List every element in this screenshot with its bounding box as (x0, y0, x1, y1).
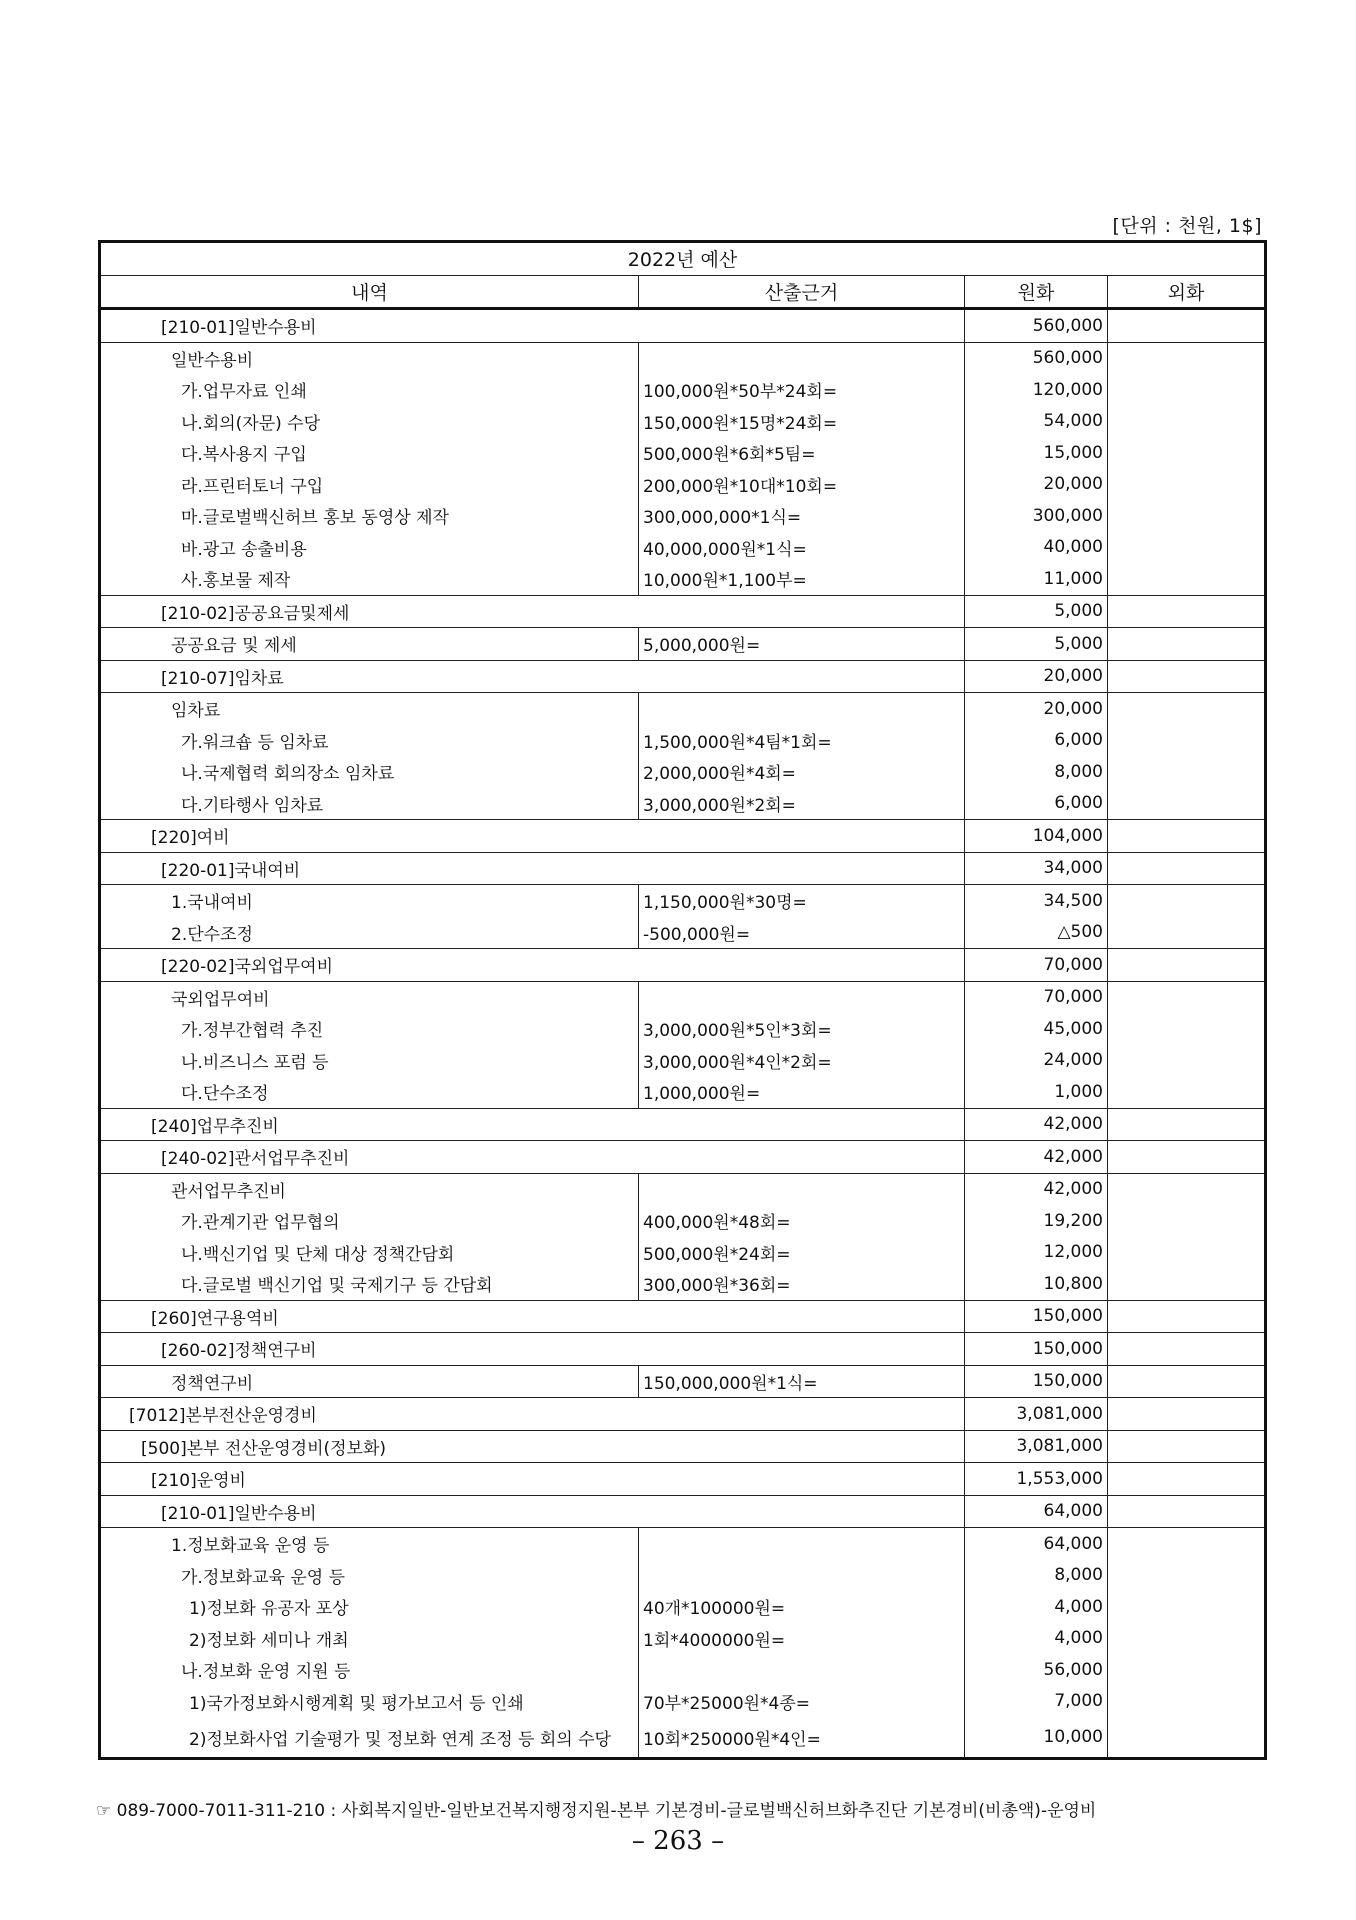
row-krw: 8,000 (965, 756, 1108, 788)
row-foreign (1108, 1237, 1266, 1269)
row-foreign (1108, 1333, 1266, 1366)
row-item: 일반수용비 (100, 342, 639, 374)
row-basis: 40,000,000원*1식= (639, 532, 965, 564)
row-krw: 19,200 (965, 1205, 1108, 1237)
row-item: [210-01]일반수용비 (100, 309, 965, 343)
row-krw: 560,000 (965, 342, 1108, 374)
table-row (100, 725, 1266, 757)
row-item: [500]본부 전산운영경비(정보화) (100, 1430, 965, 1463)
row-item: [220]여비 (100, 820, 965, 853)
row-item: 국외업무여비 (100, 981, 639, 1013)
row-foreign (1108, 1173, 1266, 1205)
row-item: [210-01]일반수용비 (100, 1495, 965, 1528)
row-basis: 5,000,000원= (639, 628, 965, 661)
row-item: 가.워크숍 등 임차료 (100, 725, 639, 757)
row-foreign (1108, 532, 1266, 564)
table-row (100, 406, 1266, 438)
row-krw: 20,000 (965, 469, 1108, 501)
table-row (100, 1237, 1266, 1269)
row-foreign (1108, 1430, 1266, 1463)
row-krw: 150,000 (965, 1333, 1108, 1366)
table-header-row (100, 275, 1266, 309)
table-row (100, 693, 1266, 725)
row-krw: 45,000 (965, 1013, 1108, 1045)
row-foreign (1108, 406, 1266, 438)
row-basis: 300,000,000*1식= (639, 500, 965, 532)
row-basis (639, 342, 965, 374)
row-item: [240-02]관서업무추진비 (100, 1141, 965, 1174)
table-title-row (100, 242, 1266, 276)
row-krw: 70,000 (965, 981, 1108, 1013)
table-row (100, 1333, 1266, 1366)
table-row (100, 1013, 1266, 1045)
row-foreign (1108, 469, 1266, 501)
row-basis: 1,500,000원*4팀*1회= (639, 725, 965, 757)
row-foreign (1108, 885, 1266, 917)
row-basis: 300,000원*36회= (639, 1268, 965, 1300)
row-item: 마.글로벌백신허브 홍보 동영상 제작 (100, 500, 639, 532)
table-row (100, 469, 1266, 501)
row-item: 다.글로벌 백신기업 및 국제기구 등 간담회 (100, 1268, 639, 1300)
row-krw: 34,000 (965, 852, 1108, 885)
row-foreign (1108, 949, 1266, 982)
row-basis: 3,000,000원*5인*3회= (639, 1013, 965, 1045)
row-foreign (1108, 1365, 1266, 1398)
row-krw: 12,000 (965, 1237, 1108, 1269)
row-item: 다.기타행사 임차료 (100, 788, 639, 820)
row-item: 관서업무추진비 (100, 1173, 639, 1205)
row-krw: 42,000 (965, 1173, 1108, 1205)
row-item: [220-02]국외업무여비 (100, 949, 965, 982)
row-foreign (1108, 1560, 1266, 1592)
row-krw: 300,000 (965, 500, 1108, 532)
row-foreign (1108, 1076, 1266, 1108)
row-foreign (1108, 852, 1266, 885)
row-foreign (1108, 1398, 1266, 1431)
row-item: 나.정보화 운영 지원 등 (100, 1654, 639, 1686)
row-foreign (1108, 1141, 1266, 1174)
table-row (100, 885, 1266, 917)
row-basis: 150,000원*15명*24회= (639, 406, 965, 438)
row-krw: 1,000 (965, 1076, 1108, 1108)
row-item: [220-01]국내여비 (100, 852, 965, 885)
row-basis: 1회*4000000원= (639, 1623, 965, 1655)
table-row (100, 1560, 1266, 1592)
row-krw: 64,000 (965, 1528, 1108, 1560)
table-row (100, 1654, 1266, 1686)
row-item: [260-02]정책연구비 (100, 1333, 965, 1366)
row-basis: 3,000,000원*4인*2회= (639, 1045, 965, 1077)
table-row (100, 1108, 1266, 1141)
row-basis (639, 693, 965, 725)
row-foreign (1108, 1495, 1266, 1528)
row-krw: 42,000 (965, 1108, 1108, 1141)
row-item: [240]업무추진비 (100, 1108, 965, 1141)
row-krw: 1,553,000 (965, 1463, 1108, 1496)
row-item: 나.비즈니스 포럼 등 (100, 1045, 639, 1077)
row-item: 바.광고 송출비용 (100, 532, 639, 564)
row-krw: 5,000 (965, 628, 1108, 661)
table-row (100, 309, 1266, 343)
row-basis: 500,000원*6회*5팀= (639, 437, 965, 469)
row-foreign (1108, 374, 1266, 406)
table-row (100, 660, 1266, 693)
row-item: 가.정보화교육 운영 등 (100, 1560, 639, 1592)
row-foreign (1108, 1268, 1266, 1300)
row-krw: 6,000 (965, 788, 1108, 820)
row-item: 가.정부간협력 추진 (100, 1013, 639, 1045)
row-item: 나.백신기업 및 단체 대상 정책간담회 (100, 1237, 639, 1269)
row-foreign (1108, 1717, 1266, 1759)
row-foreign (1108, 595, 1266, 628)
row-basis (639, 1528, 965, 1560)
row-basis: 1,150,000원*30명= (639, 885, 965, 917)
header-basis: 산출근거 (639, 275, 965, 309)
row-krw: 40,000 (965, 532, 1108, 564)
row-item: 나.회의(자문) 수당 (100, 406, 639, 438)
table-row (100, 563, 1266, 595)
header-foreign: 외화 (1108, 275, 1266, 309)
row-item: [210-07]임차료 (100, 660, 965, 693)
row-krw: △500 (965, 917, 1108, 949)
row-foreign (1108, 660, 1266, 693)
row-basis: 2,000,000원*4회= (639, 756, 965, 788)
row-foreign (1108, 725, 1266, 757)
row-krw: 560,000 (965, 309, 1108, 343)
unit-label: [단위 : 천원, 1$] (1112, 215, 1262, 237)
table-row (100, 437, 1266, 469)
row-krw: 4,000 (965, 1623, 1108, 1655)
row-item: 2)정보화사업 기술평가 및 정보화 연계 조정 등 회의 수당 (100, 1717, 639, 1759)
row-krw: 34,500 (965, 885, 1108, 917)
row-item: 다.복사용지 구입 (100, 437, 639, 469)
row-krw: 150,000 (965, 1365, 1108, 1398)
table-row (100, 1173, 1266, 1205)
row-basis (639, 1654, 965, 1686)
row-krw: 54,000 (965, 406, 1108, 438)
row-foreign (1108, 342, 1266, 374)
row-krw: 7,000 (965, 1686, 1108, 1718)
table-row (100, 788, 1266, 820)
row-item: 사.홍보물 제작 (100, 563, 639, 595)
row-item: 임차료 (100, 693, 639, 725)
row-basis: 10,000원*1,100부= (639, 563, 965, 595)
budget-table (98, 240, 1267, 1760)
table-row (100, 820, 1266, 853)
row-foreign (1108, 1528, 1266, 1560)
row-basis: 10회*250000원*4인= (639, 1717, 965, 1759)
row-item: 2)정보화 세미나 개최 (100, 1623, 639, 1655)
table-row (100, 628, 1266, 661)
row-foreign (1108, 1463, 1266, 1496)
row-foreign (1108, 1108, 1266, 1141)
table-row (100, 532, 1266, 564)
table-row (100, 1045, 1266, 1077)
row-basis: 70부*25000원*4종= (639, 1686, 965, 1718)
row-basis: 150,000,000원*1식= (639, 1365, 965, 1398)
row-krw: 70,000 (965, 949, 1108, 982)
row-krw: 42,000 (965, 1141, 1108, 1174)
table-row (100, 1717, 1266, 1759)
header-krw: 원화 (965, 275, 1108, 309)
row-krw: 20,000 (965, 660, 1108, 693)
row-foreign (1108, 1654, 1266, 1686)
row-item: 정책연구비 (100, 1365, 639, 1398)
table-row (100, 756, 1266, 788)
table-row (100, 949, 1266, 982)
row-item: 1)국가정보화시행계획 및 평가보고서 등 인쇄 (100, 1686, 639, 1718)
row-krw: 8,000 (965, 1560, 1108, 1592)
row-foreign (1108, 563, 1266, 595)
table-row (100, 1430, 1266, 1463)
row-krw: 5,000 (965, 595, 1108, 628)
row-item: 나.국제협력 회의장소 임차료 (100, 756, 639, 788)
row-krw: 10,800 (965, 1268, 1108, 1300)
table-row (100, 852, 1266, 885)
row-foreign (1108, 1045, 1266, 1077)
row-basis: 400,000원*48회= (639, 1205, 965, 1237)
row-krw: 3,081,000 (965, 1398, 1108, 1431)
table-row (100, 1398, 1266, 1431)
row-foreign (1108, 756, 1266, 788)
table-row (100, 1300, 1266, 1333)
row-item: 공공요금 및 제세 (100, 628, 639, 661)
row-krw: 104,000 (965, 820, 1108, 853)
row-basis: -500,000원= (639, 917, 965, 949)
row-krw: 64,000 (965, 1495, 1108, 1528)
row-krw: 120,000 (965, 374, 1108, 406)
row-basis: 500,000원*24회= (639, 1237, 965, 1269)
row-basis (639, 981, 965, 1013)
row-item: [260]연구용역비 (100, 1300, 965, 1333)
row-krw: 56,000 (965, 1654, 1108, 1686)
row-item: 1)정보화 유공자 포상 (100, 1591, 639, 1623)
row-foreign (1108, 1300, 1266, 1333)
row-item: [210-02]공공요금및제세 (100, 595, 965, 628)
row-item: 다.단수조정 (100, 1076, 639, 1108)
row-item: 1.국내여비 (100, 885, 639, 917)
row-item: 가.업무자료 인쇄 (100, 374, 639, 406)
table-row (100, 1623, 1266, 1655)
row-foreign (1108, 788, 1266, 820)
row-basis (639, 1560, 965, 1592)
table-row (100, 1495, 1266, 1528)
row-item: 라.프린터토너 구입 (100, 469, 639, 501)
row-basis (639, 1173, 965, 1205)
row-foreign (1108, 917, 1266, 949)
row-foreign (1108, 1623, 1266, 1655)
row-foreign (1108, 1686, 1266, 1718)
row-foreign (1108, 820, 1266, 853)
row-item: 2.단수조정 (100, 917, 639, 949)
table-row (100, 1268, 1266, 1300)
table-row (100, 500, 1266, 532)
row-basis: 1,000,000원= (639, 1076, 965, 1108)
table-row (100, 1686, 1266, 1718)
row-item: [210]운영비 (100, 1463, 965, 1496)
footnote: ☞ 089-7000-7011-311-210 : 사회복지일반-일반보건복지행정지원-본부 기본경비-글로벌백신허브화추진단 기본경비(비총액)-운영비 (96, 1801, 1097, 1821)
header-item: 내역 (100, 275, 639, 309)
page-number: – 263 – (631, 1826, 725, 1856)
table-row (100, 1591, 1266, 1623)
row-item: 1.정보화교육 운영 등 (100, 1528, 639, 1560)
table-title: 2022년 예산 (100, 242, 1266, 276)
row-krw: 20,000 (965, 693, 1108, 725)
row-krw: 10,000 (965, 1717, 1108, 1759)
table-row (100, 1365, 1266, 1398)
row-foreign (1108, 1013, 1266, 1045)
row-basis: 3,000,000원*2회= (639, 788, 965, 820)
row-krw: 4,000 (965, 1591, 1108, 1623)
row-item: 가.관계기관 업무협의 (100, 1205, 639, 1237)
table-row (100, 342, 1266, 374)
table-row (100, 1528, 1266, 1560)
row-krw: 3,081,000 (965, 1430, 1108, 1463)
row-item: [7012]본부전산운영경비 (100, 1398, 965, 1431)
row-foreign (1108, 1205, 1266, 1237)
row-foreign (1108, 693, 1266, 725)
table-row (100, 1205, 1266, 1237)
table-row (100, 595, 1266, 628)
row-basis: 200,000원*10대*10회= (639, 469, 965, 501)
row-foreign (1108, 981, 1266, 1013)
row-foreign (1108, 628, 1266, 661)
row-basis: 100,000원*50부*24회= (639, 374, 965, 406)
row-foreign (1108, 437, 1266, 469)
table-row (100, 1463, 1266, 1496)
row-krw: 150,000 (965, 1300, 1108, 1333)
row-foreign (1108, 1591, 1266, 1623)
row-krw: 6,000 (965, 725, 1108, 757)
table-row (100, 1141, 1266, 1174)
row-krw: 24,000 (965, 1045, 1108, 1077)
row-foreign (1108, 500, 1266, 532)
row-basis: 40개*100000원= (639, 1591, 965, 1623)
table-row (100, 374, 1266, 406)
table-row (100, 1076, 1266, 1108)
row-foreign (1108, 309, 1266, 343)
table-row (100, 981, 1266, 1013)
row-krw: 15,000 (965, 437, 1108, 469)
table-row (100, 917, 1266, 949)
row-krw: 11,000 (965, 563, 1108, 595)
